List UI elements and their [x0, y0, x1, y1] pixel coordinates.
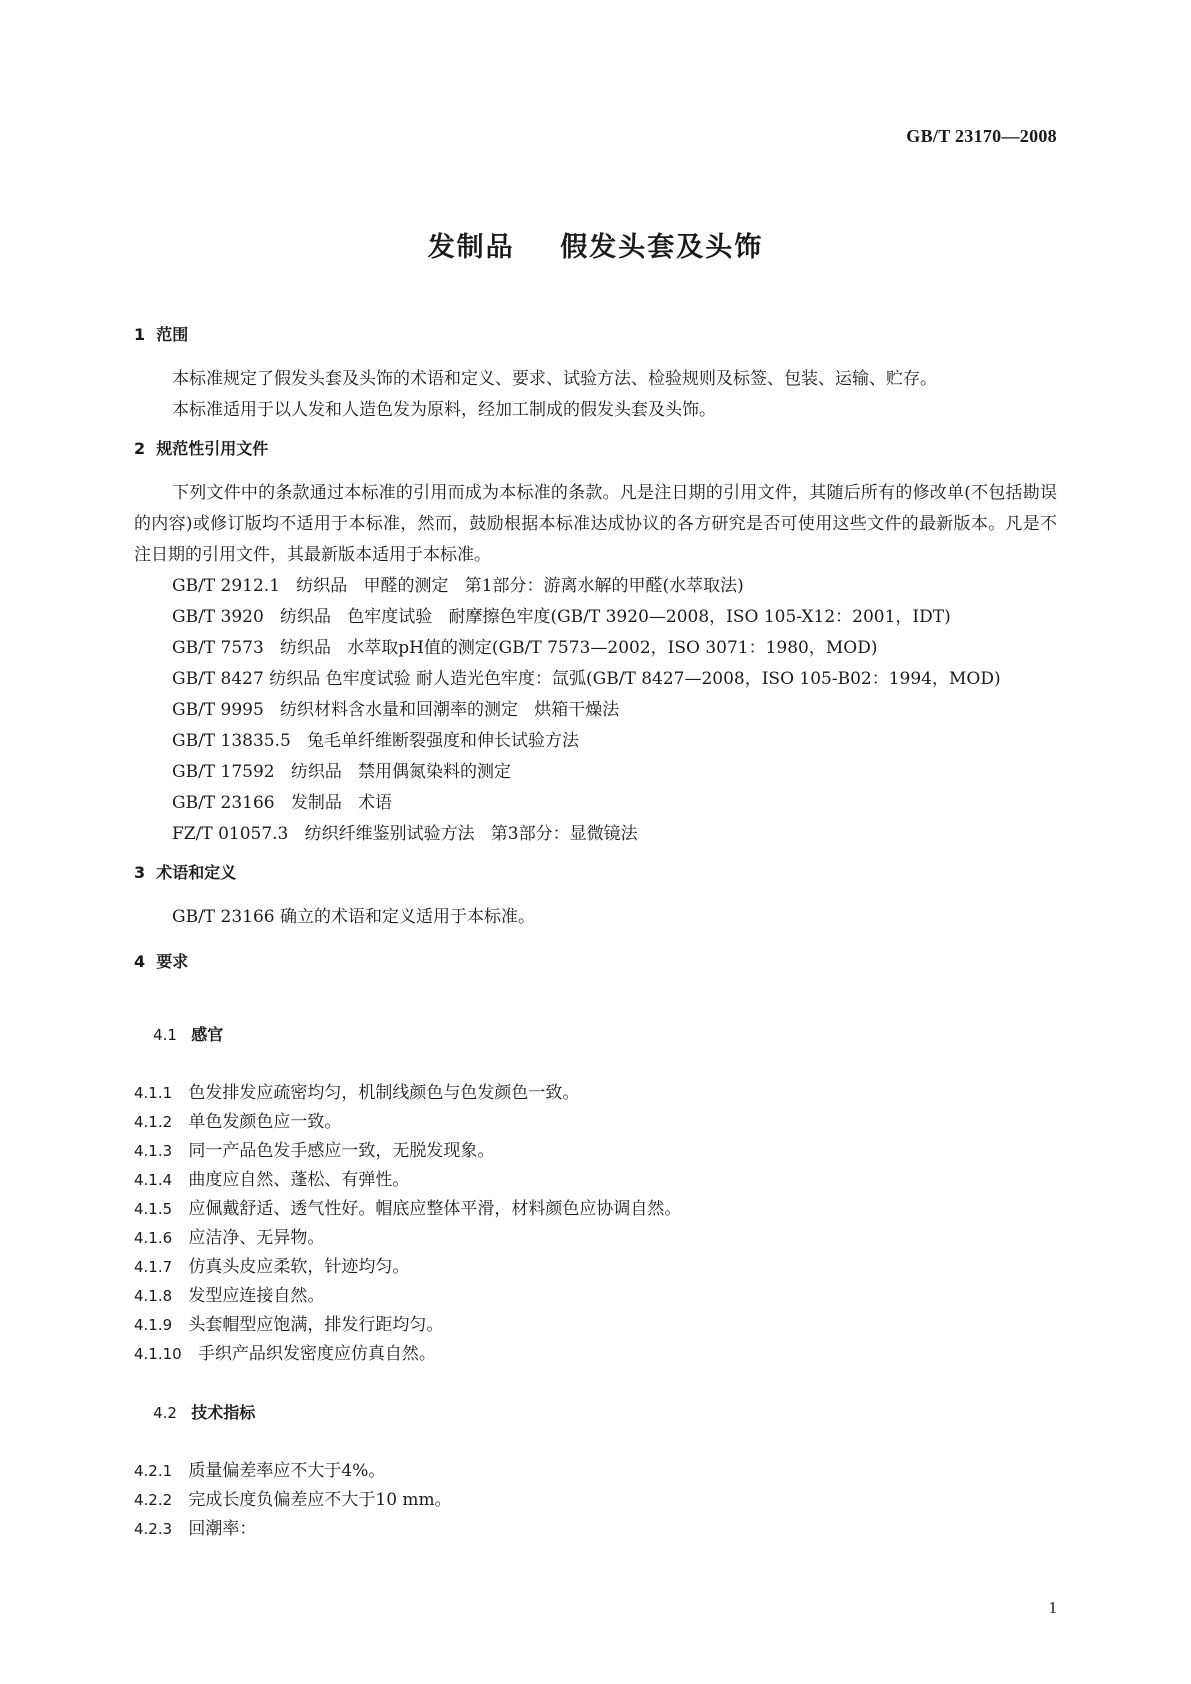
requirement-item: [134, 1224, 1057, 1253]
subsection-4-1-heading: [134, 991, 1057, 1079]
clause-text: 手织产品织发密度应仿真自然。: [197, 1344, 436, 1364]
section-2-heading: 2 规范性引用文件: [134, 439, 269, 458]
clause-text: 仿真头皮应柔软，针迹均匀。: [188, 1257, 410, 1277]
clause-text: 应佩戴舒适、透气性好。帽底应整体平滑，材料颜色应协调自然。: [188, 1199, 682, 1219]
clause-number: 4.1.4: [134, 1171, 173, 1189]
clause-text: 应洁净、无异物。: [188, 1228, 325, 1248]
clause-text: 质量偏差率应不大于4%。: [188, 1461, 386, 1481]
reference-item: GB/T 2912.1 纺织品 甲醛的测定 第1部分：游离水解的甲醛(水萃取法): [172, 576, 744, 596]
reference-item: GB/T 7573 纺织品 水萃取pH值的测定(GB/T 7573—2002，ISO 3071：1980，MOD): [172, 638, 878, 658]
clause-text: 回潮率：: [188, 1519, 257, 1539]
scope-paragraph: 本标准适用于以人发和人造色发为原料，经加工制成的假发头套及头饰。: [172, 400, 716, 420]
requirement-item: [134, 1253, 1057, 1282]
document-body: [134, 320, 1057, 1544]
clause-text: 单色发颜色应一致。: [188, 1112, 342, 1132]
section-3-heading: 3 术语和定义: [134, 863, 237, 882]
requirement-item: [134, 1457, 1057, 1486]
requirement-item: [134, 1486, 1057, 1515]
requirement-item: [134, 1340, 1057, 1369]
clause-number: 4.1.3: [134, 1142, 173, 1160]
requirement-item: [134, 1137, 1057, 1166]
subsection-number: 4.2: [153, 1404, 177, 1422]
clause-number: 4.2.3: [134, 1520, 173, 1538]
reference-item: GB/T 23166 发制品 术语: [172, 793, 393, 813]
requirement-item: [134, 1515, 1057, 1544]
clause-number: 4.1.1: [134, 1084, 173, 1102]
requirement-item: [134, 1311, 1057, 1340]
clause-text: 曲度应自然、蓬松、有弹性。: [188, 1170, 410, 1190]
clause-number: 4.1.10: [134, 1345, 182, 1363]
clause-number: 4.1.5: [134, 1200, 173, 1218]
reference-item: GB/T 8427 纺织品 色牢度试验 耐人造光色牢度：氙弧(GB/T 8427—2008，ISO 105-B02：1994，MOD): [172, 669, 1001, 689]
document-title: 发制品 假发头套及头饰: [427, 232, 764, 263]
clause-number: 4.1.2: [134, 1113, 173, 1131]
page-number: 1: [1048, 1598, 1057, 1617]
requirement-item: [134, 1108, 1057, 1137]
clause-number: 4.1.6: [134, 1229, 173, 1247]
clause-text: 同一产品色发手感应一致，无脱发现象。: [188, 1141, 495, 1161]
section-1-heading: 1 范围: [134, 325, 189, 344]
standard-code: GB/T 23170—2008: [906, 126, 1057, 146]
reference-item: GB/T 9995 纺织材料含水量和回潮率的测定 烘箱干燥法: [172, 700, 620, 720]
clause-number: 4.1.7: [134, 1258, 173, 1276]
requirement-item: [134, 1282, 1057, 1311]
subsection-number: 4.1: [153, 1026, 177, 1044]
terms-paragraph: GB/T 23166 确立的术语和定义适用于本标准。: [172, 907, 536, 927]
clause-number: 4.2.2: [134, 1491, 173, 1509]
clause-number: 4.1.8: [134, 1287, 173, 1305]
subsection-4-2-heading: [134, 1369, 1057, 1457]
section-4-heading: 4 要求: [134, 952, 189, 971]
clause-number: 4.1.9: [134, 1316, 173, 1334]
reference-item: GB/T 17592 纺织品 禁用偶氮染料的测定: [172, 762, 512, 782]
clause-text: 发型应连接自然。: [188, 1286, 325, 1306]
requirement-item: [134, 1079, 1057, 1108]
subsection-title: 技术指标: [191, 1403, 256, 1422]
scope-paragraph: 本标准规定了假发头套及头饰的术语和定义、要求、试验方法、检验规则及标签、包装、运输、贮存。: [172, 369, 937, 389]
reference-item: FZ/T 01057.3 纺织纤维鉴别试验方法 第3部分：显微镜法: [172, 824, 638, 844]
clause-number: 4.2.1: [134, 1462, 173, 1480]
references-intro: 下列文件中的条款通过本标准的引用而成为本标准的条款。凡是注日期的引用文件，其随后所有的修改单(不包括勘误的内容)或修订版均不适用于本标准，然而，鼓励根据本标准达成协议的各方研究是否可使用这些文件的最新版本。凡是不注日期的引用文件，其最新版本适用于本标准。: [134, 483, 1057, 565]
requirement-item: [134, 1195, 1057, 1224]
subsection-title: 感官: [191, 1025, 224, 1044]
requirement-item: [134, 1166, 1057, 1195]
clause-text: 完成长度负偏差应不大于10 mm。: [188, 1490, 452, 1510]
clause-text: 头套帽型应饱满，排发行距均匀。: [188, 1315, 444, 1335]
reference-item: GB/T 13835.5 兔毛单纤维断裂强度和伸长试验方法: [172, 731, 580, 751]
reference-item: GB/T 3920 纺织品 色牢度试验 耐摩擦色牢度(GB/T 3920—2008，ISO 105-X12：2001，IDT): [172, 607, 951, 627]
clause-text: 色发排发应疏密均匀，机制线颜色与色发颜色一致。: [188, 1083, 580, 1103]
